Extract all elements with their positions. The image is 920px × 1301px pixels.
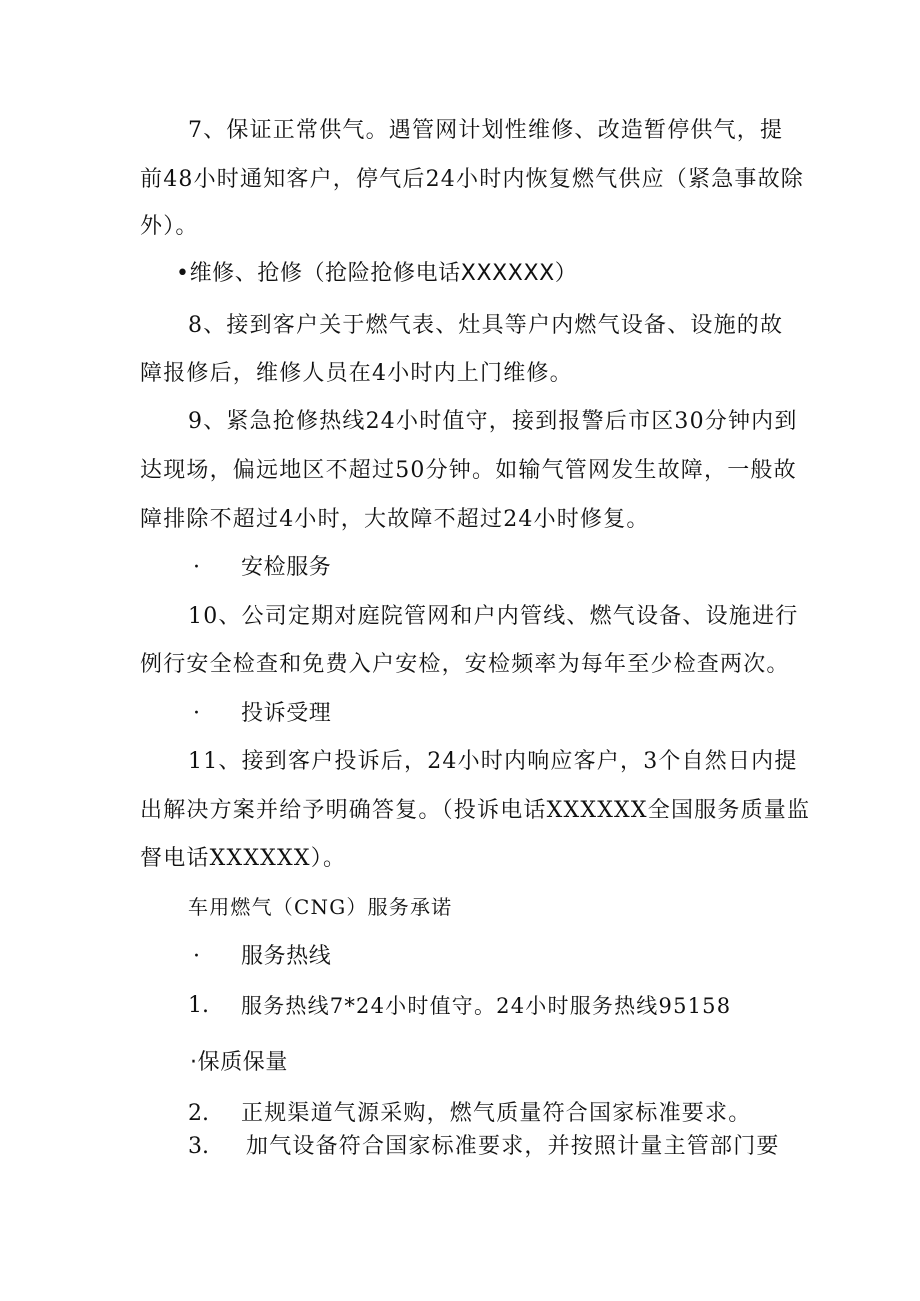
- paragraph-8-line-1: 8、接到客户关于燃气表、灶具等户内燃气设备、设施的故: [188, 313, 784, 338]
- heading-complaint: 投诉受理: [241, 701, 332, 726]
- heading-inspect: 安检服务: [241, 555, 332, 580]
- paragraph-8-line-2: 障报修后，维修人员在4小时内上门维修。: [140, 361, 573, 386]
- item-2-number: 2.: [188, 1101, 209, 1126]
- item-1-number: 1.: [188, 993, 209, 1018]
- item-1-text: 服务热线7*24小时值守。24小时服务热线95158: [241, 994, 732, 1018]
- bullet-hotline: ·: [193, 944, 200, 969]
- item-3-text: 加气设备符合国家标准要求，并按照计量主管部门要: [246, 1134, 780, 1159]
- bullet-inspect: ·: [193, 555, 200, 580]
- paragraph-7-line-1: 7、保证正常供气。遇管网计划性维修、改造暂停供气，提: [188, 118, 784, 143]
- paragraph-7-line-2: 前48小时通知客户，停气后24小时内恢复燃气供应（紧急事故除: [140, 167, 804, 192]
- heading-hotline: 服务热线: [241, 944, 332, 969]
- paragraph-11-line-2: 出解决方案并给予明确答复。（投诉电话XXXXXX全国服务质量监: [140, 798, 811, 823]
- paragraph-10-line-1: 10、公司定期对庭院管网和户内管线、燃气设备、设施进行: [188, 604, 799, 629]
- paragraph-10-line-2: 例行安全检查和免费入户安检，安检频率为每年至少检查两次。: [140, 652, 790, 677]
- paragraph-11-line-3: 督电话XXXXXX）。: [140, 846, 347, 871]
- cng-section-title: 车用燃气（CNG）服务承诺: [188, 895, 453, 919]
- heading-repair: •维修、抢修（抢险抢修电话XXXXXX）: [176, 261, 578, 286]
- item-3-number: 3.: [188, 1134, 209, 1159]
- paragraph-11-line-1: 11、接到客户投诉后，24小时内响应客户，3个自然日内提: [188, 749, 798, 774]
- heading-quality: ·保质保量: [190, 1050, 288, 1075]
- paragraph-7-line-3: 外）。: [140, 214, 199, 239]
- item-2-text: 正规渠道气源采购，燃气质量符合国家标准要求。: [241, 1101, 752, 1126]
- paragraph-9-line-1: 9、紧急抢修热线24小时值守，接到报警后市区30分钟内到: [188, 409, 798, 434]
- paragraph-9-line-3: 障排除不超过4小时，大故障不超过24小时修复。: [140, 507, 650, 532]
- bullet-complaint: ·: [193, 701, 200, 726]
- paragraph-9-line-2: 达现场，偏远地区不超过50分钟。如输气管网发生故障，一般故: [140, 458, 797, 483]
